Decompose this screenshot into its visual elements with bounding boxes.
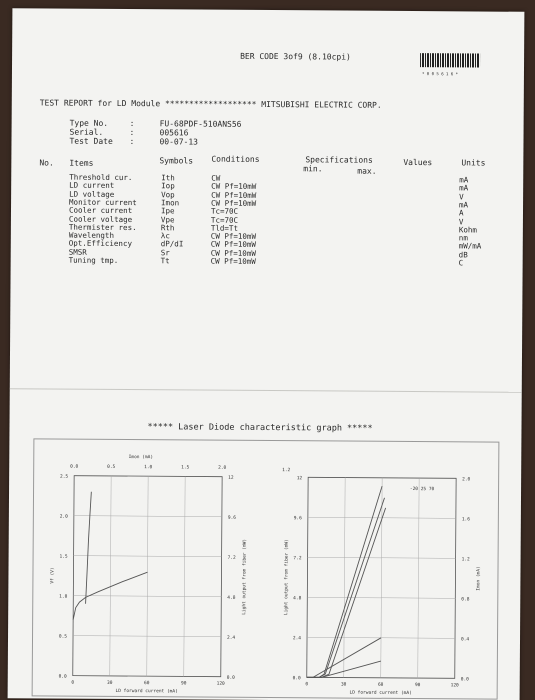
info-sep: : xyxy=(129,137,135,147)
left-tick-label: 12 xyxy=(296,476,303,482)
top-tick-label: 0.5 xyxy=(107,464,116,470)
cell-symbol: Vop xyxy=(161,189,175,199)
left-tick-label: 2.4 xyxy=(292,636,302,642)
col-values: Values xyxy=(403,157,433,168)
col-units: Units xyxy=(461,158,486,168)
cell-cond: CW Pf=10mW xyxy=(211,181,257,192)
cell-symbol: Imon xyxy=(161,198,180,208)
cell-item: Cooler current xyxy=(68,205,133,216)
right-tick-label: 0.0 xyxy=(226,675,235,681)
left-axis-label: Vf (V) xyxy=(50,567,56,584)
cell-cond: CW Pf=10mW xyxy=(210,231,257,242)
cell-item: LD voltage xyxy=(69,189,115,199)
cell-symbol: λc xyxy=(160,231,170,241)
series-line xyxy=(313,637,381,677)
grid-line-v xyxy=(418,478,419,678)
cell-cond: Tld=Tt xyxy=(210,223,239,233)
grid-line-v xyxy=(147,476,148,676)
left-tick-label: 2.0 xyxy=(59,514,68,520)
cell-symbol: Tt xyxy=(160,256,170,266)
ber-code: BER CODE 3of9 (8.10cpi) xyxy=(240,51,351,62)
cell-cond: CW Pf=10mW xyxy=(210,256,256,266)
top-tick-label: 0.0 xyxy=(70,464,79,470)
chart-area xyxy=(32,438,500,699)
right-tick-label: 1.2 xyxy=(461,557,470,563)
right-tick-label: 2.0 xyxy=(462,477,471,483)
left-tick-label: 1.0 xyxy=(59,594,68,600)
cell-item: LD current xyxy=(69,180,115,191)
x-tick-label: 60 xyxy=(377,682,384,688)
series-line xyxy=(86,492,92,604)
x-tick-label: 90 xyxy=(414,683,421,689)
cell-item: Opt.Efficiency xyxy=(68,239,133,249)
col-specifications: Specifications xyxy=(305,155,373,165)
barcode xyxy=(420,53,480,67)
left-tick-label: 7.2 xyxy=(293,556,302,562)
top-tick-label: 1.0 xyxy=(144,465,153,471)
info-label: Type No. xyxy=(69,118,109,128)
grid-line-v xyxy=(184,476,185,676)
cell-symbol: Sr xyxy=(160,247,170,258)
cell-item: Cooler voltage xyxy=(68,214,133,224)
report-title: TEST REPORT for LD Module ******************* MITSUBISHI ELECTRIC CORP. xyxy=(39,98,382,110)
col-min: min. xyxy=(303,164,323,174)
cell-unit: C xyxy=(458,258,464,268)
cell-unit: mA xyxy=(459,175,469,185)
cell-symbol: Rth xyxy=(160,223,175,233)
charts-svg xyxy=(33,439,499,698)
right-tick-label: 0.4 xyxy=(460,637,470,643)
right-tick-label: 1.6 xyxy=(461,517,471,523)
right-tick-label: 0.0 xyxy=(460,677,469,683)
info-sep: : xyxy=(129,119,135,129)
x-axis-label: LD forward current (mA) xyxy=(349,690,412,697)
left-top-label: 1.2 xyxy=(282,468,291,474)
cell-cond: CW Pf=10mW xyxy=(211,198,257,208)
col-max: max. xyxy=(357,166,377,176)
info-value: 005616 xyxy=(159,128,189,138)
cell-cond: CW Pf=10mW xyxy=(210,248,256,258)
cell-unit: V xyxy=(459,191,464,201)
right-tick-label: 12 xyxy=(228,475,234,481)
top-axis-label: Imon (mA) xyxy=(128,455,154,461)
left-tick-label: 0.0 xyxy=(292,676,301,682)
cell-item: Threshold cur. xyxy=(69,172,133,183)
cell-unit: mA xyxy=(459,183,469,193)
x-tick-label: 60 xyxy=(143,681,150,687)
info-label: Serial. xyxy=(69,127,104,137)
cell-unit: dB xyxy=(458,250,468,260)
cell-symbol: Ipe xyxy=(160,206,175,216)
right-axis-label: Light output from fiber (mW) xyxy=(242,538,248,615)
cell-symbol: dP/dI xyxy=(160,239,184,249)
x-tick-label: 120 xyxy=(216,681,225,687)
info-value: FU-68PDF-510ANS56 xyxy=(159,119,242,129)
left-tick-label: 0.0 xyxy=(58,674,67,680)
graph-title: ***** Laser Diode characteristic graph ***** xyxy=(147,422,373,434)
cell-symbol: Ith xyxy=(161,173,175,183)
left-axis-label: Light output from fiber (mW) xyxy=(284,539,290,616)
cell-cond: Tc=70C xyxy=(210,206,239,216)
cell-symbol: Vpe xyxy=(160,214,175,224)
cell-item: SMSR xyxy=(68,247,87,257)
left-tick-label: 0.5 xyxy=(58,634,68,640)
cell-unit: mW/mA xyxy=(458,241,482,251)
cell-unit: Kohm xyxy=(458,225,477,235)
col-items: Items xyxy=(69,158,94,168)
cell-item: Tuning tmp. xyxy=(68,255,119,265)
right-tick-label: 2.4 xyxy=(227,635,236,641)
right-tick-label: 9.6 xyxy=(227,515,237,521)
cell-unit: A xyxy=(458,208,464,218)
cell-unit: V xyxy=(458,216,464,226)
cell-item: Monitor current xyxy=(69,197,137,207)
right-axis-label: Imon (mA) xyxy=(476,566,482,591)
cell-unit: nm xyxy=(458,233,468,243)
cell-cond: CW xyxy=(211,173,221,183)
left-tick-label: 4.8 xyxy=(293,596,302,602)
info-label: Test Date xyxy=(69,136,113,146)
left-tick-label: 2.5 xyxy=(59,474,69,480)
col-conditions: Conditions xyxy=(211,154,260,164)
x-tick-label: 90 xyxy=(180,681,187,687)
grid-line-v xyxy=(110,476,111,676)
cell-item: Wavelength xyxy=(68,230,115,241)
cell-unit: mA xyxy=(459,200,469,210)
series-line xyxy=(307,497,385,678)
x-tick-label: 30 xyxy=(106,680,113,686)
x-tick-label: 120 xyxy=(450,683,459,689)
top-tick-label: 2.0 xyxy=(218,465,227,471)
right-tick-label: 0.8 xyxy=(461,597,470,603)
x-tick-label: 0 xyxy=(71,680,75,686)
x-tick-label: 30 xyxy=(340,682,347,688)
right-tick-label: 7.2 xyxy=(227,555,236,561)
cell-cond: CW Pf=10mW xyxy=(211,190,257,200)
info-sep: : xyxy=(129,128,135,138)
left-tick-label: 9.6 xyxy=(293,516,302,522)
series-line xyxy=(307,507,386,678)
report-sheet xyxy=(8,8,525,700)
cell-symbol: Iop xyxy=(161,181,175,191)
top-tick-label: 1.5 xyxy=(181,465,190,471)
right-tick-label: 4.8 xyxy=(227,595,236,601)
cell-item: Thermister res. xyxy=(68,222,137,232)
cell-cond: CW Pf=10mW xyxy=(210,240,256,250)
barcode-number: * 0 0 5 6 1 6 * xyxy=(421,71,459,77)
x-axis-label: LD forward current (mA) xyxy=(115,688,178,695)
left-tick-label: 1.5 xyxy=(59,554,68,560)
cell-cond: Tc=70C xyxy=(210,215,239,225)
col-symbols: Symbols xyxy=(159,156,194,166)
col-no: No. xyxy=(39,158,54,168)
legend-label: -20 25 70 xyxy=(409,487,435,493)
grid-line-v xyxy=(344,478,345,678)
paper-fold xyxy=(10,388,522,393)
x-tick-label: 0 xyxy=(305,682,309,688)
info-value: 00-07-13 xyxy=(159,137,199,147)
